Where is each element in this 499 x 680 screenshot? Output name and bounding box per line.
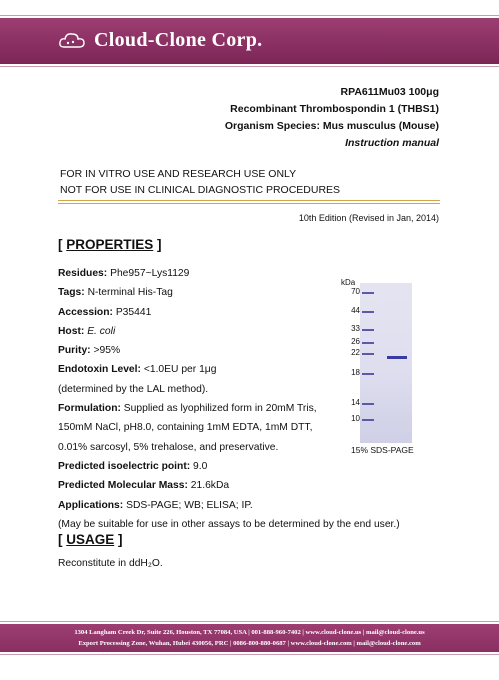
use-notice bbox=[60, 166, 340, 198]
header-bottom-rule bbox=[0, 66, 499, 67]
applications-note: (May be suitable for use in other assays to be determined by the end user.) bbox=[58, 518, 400, 530]
product-title-block bbox=[225, 84, 439, 152]
residues-row: Residues: Phe957~Lys1129 bbox=[58, 268, 190, 279]
document-type: Instruction manual bbox=[345, 137, 439, 149]
properties-heading: [ PROPERTIES ] bbox=[58, 237, 162, 252]
company-name: Cloud-Clone Corp. bbox=[94, 29, 263, 51]
accession-row: Accession: P35441 bbox=[58, 306, 152, 318]
endotoxin-row: Endotoxin Level: <1.0EU per 1μg bbox=[58, 364, 217, 376]
purity-row: Purity: >95% bbox=[58, 345, 121, 357]
catalog-number: RPA611Mu03 100μg bbox=[340, 86, 439, 98]
gel-marker-label: 44 bbox=[351, 306, 360, 315]
ladder-band bbox=[362, 342, 374, 344]
footer-address-prc: Export Processing Zone, Wuhan, Hubei 430056, PRC | 0086-800-880-0687 | www.cloud-clone.com | mail@cloud-clone.com bbox=[78, 640, 421, 647]
formulation-row: Formulation: Supplied as lyophilized form in 20mM Tris, bbox=[58, 403, 317, 415]
cloud-logo-icon bbox=[58, 30, 86, 52]
ladder-band bbox=[362, 373, 374, 375]
gel-unit-label: kDa bbox=[341, 278, 356, 287]
gel-marker-label: 14 bbox=[351, 398, 360, 407]
footer-bottom-rule bbox=[0, 654, 499, 655]
ladder-band bbox=[362, 311, 374, 313]
gel-marker-label: 18 bbox=[351, 368, 360, 377]
molecular-mass-row: Predicted Molecular Mass: 21.6kDa bbox=[58, 480, 230, 492]
sample-band bbox=[387, 356, 407, 359]
tags-row: Tags: N-terminal His-Tag bbox=[58, 287, 173, 299]
use-notice-line-1: FOR IN VITRO USE AND RESEARCH USE ONLY bbox=[60, 168, 297, 180]
gel-marker-label: 26 bbox=[351, 337, 360, 346]
divider-bottom bbox=[58, 203, 440, 204]
ladder-band bbox=[362, 403, 374, 405]
use-notice-line-2: NOT FOR USE IN CLINICAL DIAGNOSTIC PROCEDURES bbox=[60, 184, 341, 196]
gel-caption: 15% SDS-PAGE bbox=[351, 445, 414, 455]
gel-marker-label: 33 bbox=[351, 324, 360, 333]
gel-marker-label: 10 bbox=[351, 414, 360, 423]
formulation-line-2: 150mM NaCl, pH8.0, containing 1mM EDTA, 1mM DTT, bbox=[58, 422, 313, 434]
product-name: Recombinant Thrombospondin 1 (THBS1) bbox=[230, 103, 439, 115]
isoelectric-point-row: Predicted isoelectric point: 9.0 bbox=[58, 460, 208, 472]
endotoxin-note: (determined by the LAL method). bbox=[58, 383, 209, 395]
divider-top bbox=[58, 200, 440, 201]
gel-marker-label: 22 bbox=[351, 348, 360, 357]
organism-species: Organism Species: Mus musculus (Mouse) bbox=[224, 120, 439, 132]
ladder-band bbox=[362, 292, 374, 294]
host-row: Host: E. coli bbox=[58, 325, 116, 337]
edition-label: 10th Edition (Revised in Jan, 2014) bbox=[298, 213, 439, 223]
gel-marker-label: 70 bbox=[351, 287, 360, 296]
usage-text: Reconstitute in ddH₂O. bbox=[58, 558, 163, 569]
usage-heading: [ USAGE ] bbox=[58, 532, 123, 547]
ladder-band bbox=[362, 353, 374, 355]
formulation-line-3: 0.01% sarcosyl, 5% trehalose, and preservative. bbox=[58, 441, 279, 453]
footer-address-us: 1304 Langham Creek Dr, Suite 226, Houston, TX 77084, USA | 001-888-960-7402 | www.cloud-clone.us | mail@cloud-clone.us bbox=[74, 629, 425, 636]
applications-row: Applications: SDS-PAGE; WB; ELISA; IP. bbox=[58, 499, 253, 511]
ladder-band bbox=[362, 329, 374, 331]
header-top-rule bbox=[0, 15, 499, 16]
footer-top-rule bbox=[0, 621, 499, 622]
ladder-band bbox=[362, 419, 374, 421]
